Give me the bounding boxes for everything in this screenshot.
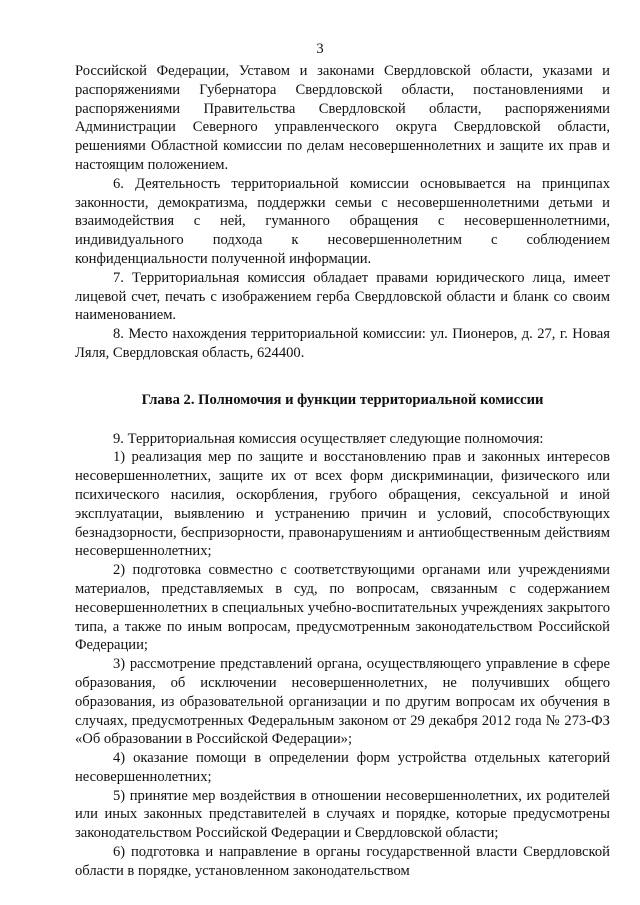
paragraph-item-9: 9. Территориальная комиссия осуществляет следующие полномочия:	[113, 430, 544, 447]
document-body	[75, 62, 610, 881]
paragraph-item-6: 6. Деятельность территориальной комиссии основывается на принципах законности, демократизма, поддержки семьи с несовершеннолетними детьми и взаимодействия с ней, гуманного обращения с несовершеннолетними, индивидуального подхода к несовершеннолетним с соблюдением конфиденциальности полученной информации.	[75, 175, 610, 267]
page-number: 3	[316, 41, 324, 57]
paragraph-continuation: Российской Федерации, Уставом и законами Свердловской области, указами и распоряжениями Губернатора Свердловской области, постановлениями и распоряжениями Правительства Свердловской области, распоряжениями Администрации Северного управленческого округа Свердловской области, решениями Областной комиссии по делам несовершеннолетних и защите их прав и настоящим положением.	[75, 63, 610, 173]
list-item-2: 2) подготовка совместно с соответствующими органами или учреждениями материалов, представляемых в суд, по вопросам, связанным с содержанием несовершеннолетних в специальных учебно-воспитательных учреждениях закрытого типа, а также по иным вопросам, предусмотренным законодательством Российской Федерации;	[75, 562, 610, 654]
paragraph-item-7: 7. Территориальная комиссия обладает правами юридического лица, имеет лицевой счет, печать с изображением герба Свердловской области и бланк со своим наименованием.	[75, 269, 610, 324]
paragraph-item-8: 8. Место нахождения территориальной комиссии: ул. Пионеров, д. 27, г. Новая Ляля, Свердловская область, 624400.	[75, 326, 610, 361]
list-item-4: 4) оказание помощи в определении форм устройства отдельных категорий несовершеннолетних;	[75, 750, 610, 785]
list-item-6: 6) подготовка и направление в органы государственной власти Свердловской области в порядке, установленном законодательством	[75, 844, 610, 879]
chapter-heading: Глава 2. Полномочия и функции территориальной комиссии	[141, 391, 544, 408]
list-item-3: 3) рассмотрение представлений органа, осуществляющего управление в сфере образования, об исключении несовершеннолетних, не получивших общего образования, из образовательной организации и по другим вопросам их обучения в случаях, предусмотренных Федеральным законом от 29 декабря 2012 года № 273-ФЗ «Об образовании в Российской Федерации»;	[75, 656, 610, 748]
list-item-5: 5) принятие мер воздействия в отношении несовершеннолетних, их родителей или иных законных представителей в случаях и порядке, которые предусмотрены законодательством Российской Федерации и Свердловской области;	[75, 787, 610, 842]
list-item-1: 1) реализация мер по защите и восстановлению прав и законных интересов несовершеннолетних, защите их от всех форм дискриминации, физического или психического насилия, оскорбления, грубого обращения, сексуальной и иной эксплуатации, выявлению и устранению причин и условий, способствующих безнадзорности, беспризорности, правонарушениям и антиобщественным действиям несовершеннолетних;	[75, 449, 610, 560]
